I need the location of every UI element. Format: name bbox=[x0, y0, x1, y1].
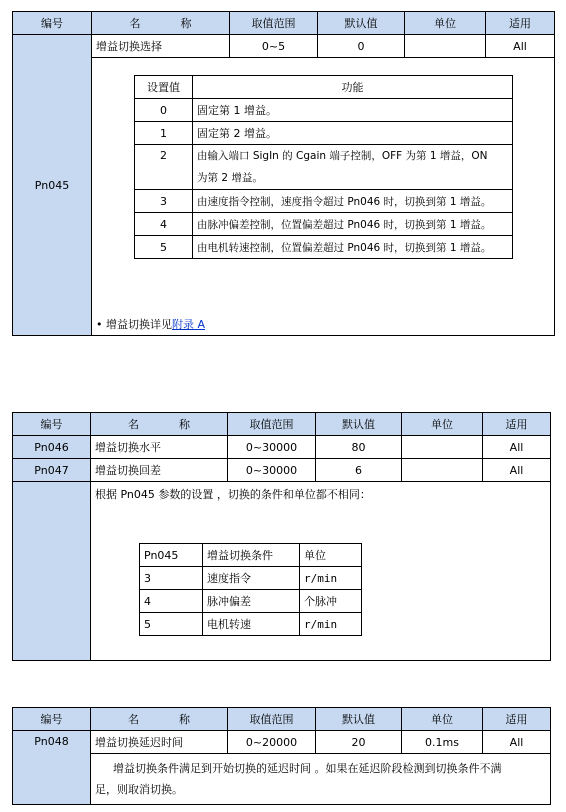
condition-header-param: Pn045 bbox=[140, 544, 203, 567]
appendix-a-link[interactable]: 附录 A bbox=[172, 318, 206, 331]
header-code: 编号 bbox=[13, 708, 91, 731]
param-range: 0~5 bbox=[230, 35, 318, 58]
list-item bbox=[135, 236, 513, 259]
delay-description-line2: 足，则取消切换。 bbox=[95, 783, 183, 796]
table-row bbox=[13, 436, 551, 459]
setting-function: 由速度指令控制，速度指令超过 Pn046 时，切换到第 1 增益。 bbox=[193, 190, 513, 213]
table-header-row bbox=[13, 413, 551, 436]
header-name bbox=[91, 413, 228, 436]
setting-value: 0 bbox=[135, 99, 193, 122]
setting-function-line1: 由输入端口 SigIn 的 Cgain 端子控制，OFF 为第 1 增益，ON bbox=[197, 150, 488, 162]
param-unit bbox=[405, 35, 486, 58]
setting-value: 4 bbox=[135, 213, 193, 236]
param-range: 0~30000 bbox=[228, 459, 316, 482]
table-row bbox=[13, 35, 555, 58]
param-name: 增益切换选择 bbox=[92, 35, 230, 58]
table-header-row bbox=[13, 12, 555, 35]
list-item bbox=[140, 567, 362, 590]
list-item bbox=[135, 213, 513, 236]
condition-unit: r/min bbox=[300, 613, 362, 636]
list-item bbox=[135, 145, 513, 190]
header-range: 取值范围 bbox=[228, 708, 316, 731]
header-name-b: 称 bbox=[179, 713, 190, 726]
condition-table-header bbox=[140, 544, 362, 567]
setting-header-function: 功能 bbox=[193, 76, 513, 99]
header-range: 取值范围 bbox=[228, 413, 316, 436]
param-code: Pn046 bbox=[13, 436, 91, 459]
condition-name: 速度指令 bbox=[203, 567, 300, 590]
header-code: 编号 bbox=[13, 12, 92, 35]
header-unit: 单位 bbox=[402, 413, 483, 436]
setting-table bbox=[134, 75, 513, 259]
condition-unit: 个脉冲 bbox=[300, 590, 362, 613]
header-name-a: 名 bbox=[128, 418, 139, 431]
param-code: Pn045 bbox=[13, 35, 92, 336]
header-unit: 单位 bbox=[402, 708, 483, 731]
setting-value: 3 bbox=[135, 190, 193, 213]
setting-function: 由脉冲偏差控制，位置偏差超过 Pn046 时，切换到第 1 增益。 bbox=[193, 213, 513, 236]
header-unit: 单位 bbox=[405, 12, 486, 35]
param-name: 增益切换回差 bbox=[91, 459, 228, 482]
header-applies: 适用 bbox=[486, 12, 555, 35]
header-range: 取值范围 bbox=[230, 12, 318, 35]
table-row bbox=[13, 731, 551, 754]
param-range: 0~30000 bbox=[228, 436, 316, 459]
setting-function-line2: 为第 2 增益。 bbox=[197, 172, 263, 184]
setting-value: 2 bbox=[135, 145, 193, 190]
param-applies: All bbox=[486, 35, 555, 58]
param-name: 增益切换延迟时间 bbox=[91, 731, 228, 754]
param-applies: All bbox=[483, 731, 551, 754]
list-item bbox=[135, 122, 513, 145]
param-default: 0 bbox=[318, 35, 405, 58]
appendix-note bbox=[96, 316, 205, 332]
setting-function: 固定第 1 增益。 bbox=[193, 99, 513, 122]
condition-value: 4 bbox=[140, 590, 203, 613]
appendix-note-text: • 增益切换详见 bbox=[96, 318, 172, 331]
table-row-detail bbox=[13, 754, 551, 805]
setting-value: 1 bbox=[135, 122, 193, 145]
param-range: 0~20000 bbox=[228, 731, 316, 754]
list-item bbox=[135, 190, 513, 213]
param-detail bbox=[92, 58, 555, 336]
delay-description-line1: 增益切换条件满足到开始切换的延迟时间 。如果在延迟阶段检测到切换条件不满 bbox=[113, 762, 502, 775]
header-name-a: 名 bbox=[128, 713, 139, 726]
param-code-blank bbox=[13, 482, 91, 661]
list-item bbox=[140, 590, 362, 613]
setting-table-header bbox=[135, 76, 513, 99]
param-table-pn046-pn047 bbox=[12, 412, 551, 661]
param-detail bbox=[91, 754, 551, 805]
condition-header-unit: 单位 bbox=[300, 544, 362, 567]
param-default: 6 bbox=[316, 459, 402, 482]
header-name bbox=[92, 12, 230, 35]
header-applies: 适用 bbox=[483, 413, 551, 436]
header-applies: 适用 bbox=[483, 708, 551, 731]
condition-description: 根据 Pn045 参数的设置 ，切换的条件和单位都不相同： bbox=[95, 488, 371, 501]
condition-table bbox=[139, 543, 362, 636]
condition-name: 脉冲偏差 bbox=[203, 590, 300, 613]
param-applies: All bbox=[483, 436, 551, 459]
header-default: 默认值 bbox=[316, 413, 402, 436]
condition-value: 3 bbox=[140, 567, 203, 590]
param-code: Pn048 bbox=[13, 731, 91, 805]
param-default: 20 bbox=[316, 731, 402, 754]
header-name bbox=[91, 708, 228, 731]
param-table-pn048 bbox=[12, 707, 551, 805]
param-unit bbox=[402, 459, 483, 482]
table-row-detail bbox=[13, 482, 551, 661]
header-name-b: 称 bbox=[180, 17, 192, 30]
table-row-detail bbox=[13, 58, 555, 336]
setting-function: 固定第 2 增益。 bbox=[193, 122, 513, 145]
param-unit bbox=[402, 436, 483, 459]
table-header-row bbox=[13, 708, 551, 731]
list-item bbox=[135, 99, 513, 122]
setting-function bbox=[193, 145, 513, 190]
list-item bbox=[140, 613, 362, 636]
param-default: 80 bbox=[316, 436, 402, 459]
param-name: 增益切换水平 bbox=[91, 436, 228, 459]
header-default: 默认值 bbox=[318, 12, 405, 35]
param-detail bbox=[91, 482, 551, 661]
setting-function: 由电机转速控制，位置偏差超过 Pn046 时，切换到第 1 增益。 bbox=[193, 236, 513, 259]
param-table-pn045 bbox=[12, 11, 555, 336]
condition-name: 电机转速 bbox=[203, 613, 300, 636]
header-name-b: 称 bbox=[179, 418, 190, 431]
param-code: Pn047 bbox=[13, 459, 91, 482]
header-name-a: 名 bbox=[129, 17, 141, 30]
header-code: 编号 bbox=[13, 413, 91, 436]
setting-value: 5 bbox=[135, 236, 193, 259]
table-row bbox=[13, 459, 551, 482]
condition-value: 5 bbox=[140, 613, 203, 636]
param-applies: All bbox=[483, 459, 551, 482]
param-unit: 0.1ms bbox=[402, 731, 483, 754]
condition-unit: r/min bbox=[300, 567, 362, 590]
condition-header-condition: 增益切换条件 bbox=[203, 544, 300, 567]
header-default: 默认值 bbox=[316, 708, 402, 731]
setting-header-value: 设置值 bbox=[135, 76, 193, 99]
